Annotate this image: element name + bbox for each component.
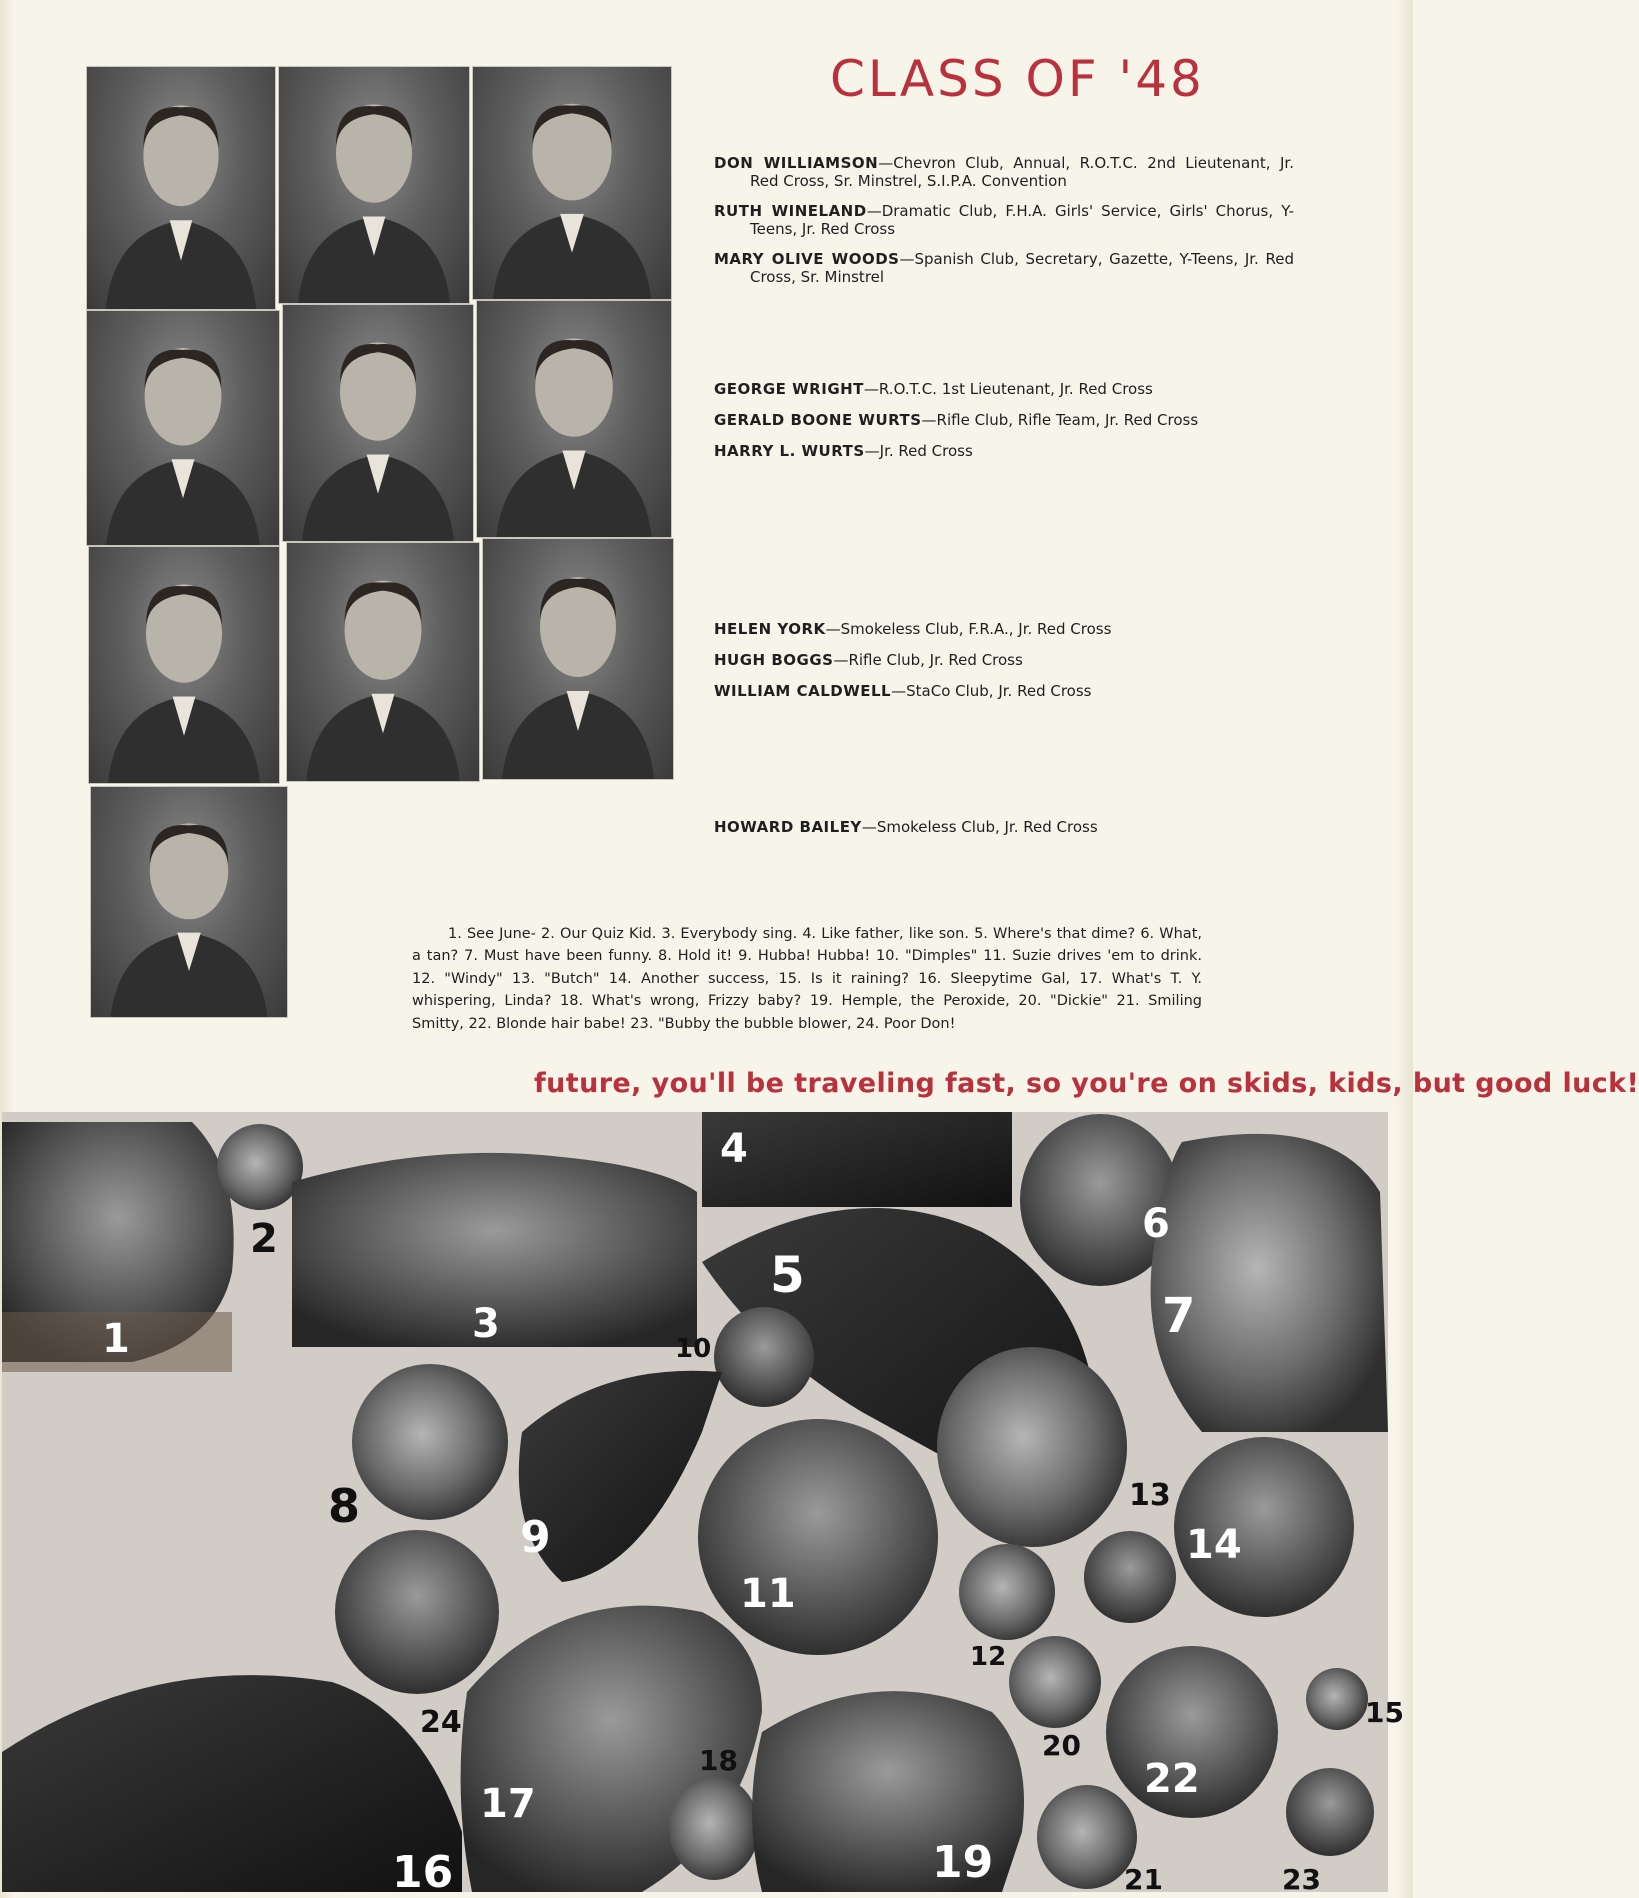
photo-number-5: 5 xyxy=(770,1246,805,1304)
bio-entry: GERALD BOONE WURTS—Rifle Club, Rifle Team, Jr. Red Cross xyxy=(714,411,1199,429)
portrait-silhouette xyxy=(87,311,279,545)
bio-entry: HOWARD BAILEY—Smokeless Club, Jr. Red Cross xyxy=(714,818,1098,836)
tagline: future, you'll be traveling fast, so you're on skids, kids, but good luck! xyxy=(534,1068,1639,1099)
portrait-howard-bailey xyxy=(90,786,288,1018)
photo-number-13: 13 xyxy=(1129,1478,1171,1513)
photo-number-21: 21 xyxy=(1124,1863,1163,1896)
portrait-silhouette xyxy=(279,67,469,303)
portrait-silhouette xyxy=(477,301,671,537)
photo-number-10: 10 xyxy=(675,1334,712,1364)
bio-entry: DON WILLIAMSON—Chevron Club, Annual, R.O.T.C. 2nd Lieutenant, Jr. Red Cross, Sr. Minstrel, S.I.P.A. Convention xyxy=(714,154,1294,190)
bio-entry: WILLIAM CALDWELL—StaCo Club, Jr. Red Cross xyxy=(714,682,1092,700)
portrait-silhouette xyxy=(91,787,287,1017)
portrait-harry-wurts xyxy=(476,300,672,538)
photo-number-8: 8 xyxy=(328,1479,361,1533)
portrait-silhouette xyxy=(287,543,479,781)
photo-number-3: 3 xyxy=(472,1301,500,1347)
photo-number-14: 14 xyxy=(1186,1522,1242,1568)
portrait-william-caldwell xyxy=(482,538,674,780)
portrait-helen-york xyxy=(88,546,280,784)
bio-entry: MARY OLIVE WOODS—Spanish Club, Secretary, Gazette, Y-Teens, Jr. Red Cross, Sr. Minstrel xyxy=(714,250,1295,286)
photo-number-2: 2 xyxy=(250,1216,278,1262)
bio-group-4 xyxy=(714,818,1294,848)
bio-entry: GEORGE WRIGHT—R.O.T.C. 1st Lieutenant, Jr. Red Cross xyxy=(714,380,1153,398)
photo-number-18: 18 xyxy=(699,1744,738,1777)
photo-number-23: 23 xyxy=(1282,1863,1321,1896)
bio-entry: HELEN YORK—Smokeless Club, F.R.A., Jr. Red Cross xyxy=(714,620,1112,638)
portrait-gerald-boone-wurts xyxy=(282,304,474,542)
bio-group-1 xyxy=(714,154,1294,298)
photo-number-15: 15 xyxy=(1365,1696,1404,1729)
portrait-george-wright xyxy=(86,310,280,546)
photo-number-6: 6 xyxy=(1142,1201,1170,1247)
photo-number-7: 7 xyxy=(1162,1288,1196,1344)
snapshot-collage xyxy=(2,1112,1404,1898)
collage-numbers xyxy=(2,1112,1404,1898)
photo-captions: 1. See June- 2. Our Quiz Kid. 3. Everybody sing. 4. Like father, like son. 5. Where's that dime? 6. What, a tan? 7. Must have been funny. 8. Hold it! 9. Hubba! Hubba! 10. "Dimples" 11. Suzie drives 'em to drink. 12. "Windy" 13. "Butch" 14. Another success, 15. Is it raining? 16. Sleepytime Gal, 17. What's T. Y. whispering, Linda? 18. What's wrong, Frizzy baby? 19. Hemple, the Peroxide, 20. "Dickie" 21. Smiling Smitty, 22. Blonde hair babe! 23. "Bubby the bubble blower, 24. Poor Don! xyxy=(412,925,1202,1032)
photo-number-12: 12 xyxy=(970,1642,1007,1672)
portrait-silhouette xyxy=(89,547,279,783)
bio-group-2 xyxy=(714,380,1294,473)
portrait-silhouette xyxy=(283,305,473,541)
photo-number-16: 16 xyxy=(392,1847,454,1898)
portrait-don-williamson xyxy=(86,66,276,310)
portrait-silhouette xyxy=(483,539,673,779)
bio-entry: RUTH WINELAND—Dramatic Club, F.H.A. Girls' Service, Girls' Chorus, Y-Teens, Jr. Red Cross xyxy=(714,202,1294,238)
photo-number-9: 9 xyxy=(520,1512,551,1563)
photo-number-22: 22 xyxy=(1144,1756,1200,1802)
photo-number-11: 11 xyxy=(740,1571,796,1617)
photo-number-24: 24 xyxy=(420,1705,462,1740)
photo-number-19: 19 xyxy=(932,1837,994,1888)
portrait-hugh-boggs xyxy=(286,542,480,782)
photo-number-1: 1 xyxy=(102,1316,130,1362)
bio-group-3 xyxy=(714,620,1294,713)
portrait-mary-olive-woods xyxy=(472,66,672,300)
photo-number-17: 17 xyxy=(480,1781,536,1827)
photo-number-4: 4 xyxy=(720,1126,748,1172)
photo-number-20: 20 xyxy=(1042,1729,1081,1762)
portrait-silhouette xyxy=(473,67,671,299)
bio-entry: HUGH BOGGS—Rifle Club, Jr. Red Cross xyxy=(714,651,1023,669)
portrait-ruth-wineland xyxy=(278,66,470,304)
bio-entry: HARRY L. WURTS—Jr. Red Cross xyxy=(714,442,973,460)
portrait-silhouette xyxy=(87,67,275,309)
page-title: CLASS OF '48 xyxy=(830,50,1205,108)
